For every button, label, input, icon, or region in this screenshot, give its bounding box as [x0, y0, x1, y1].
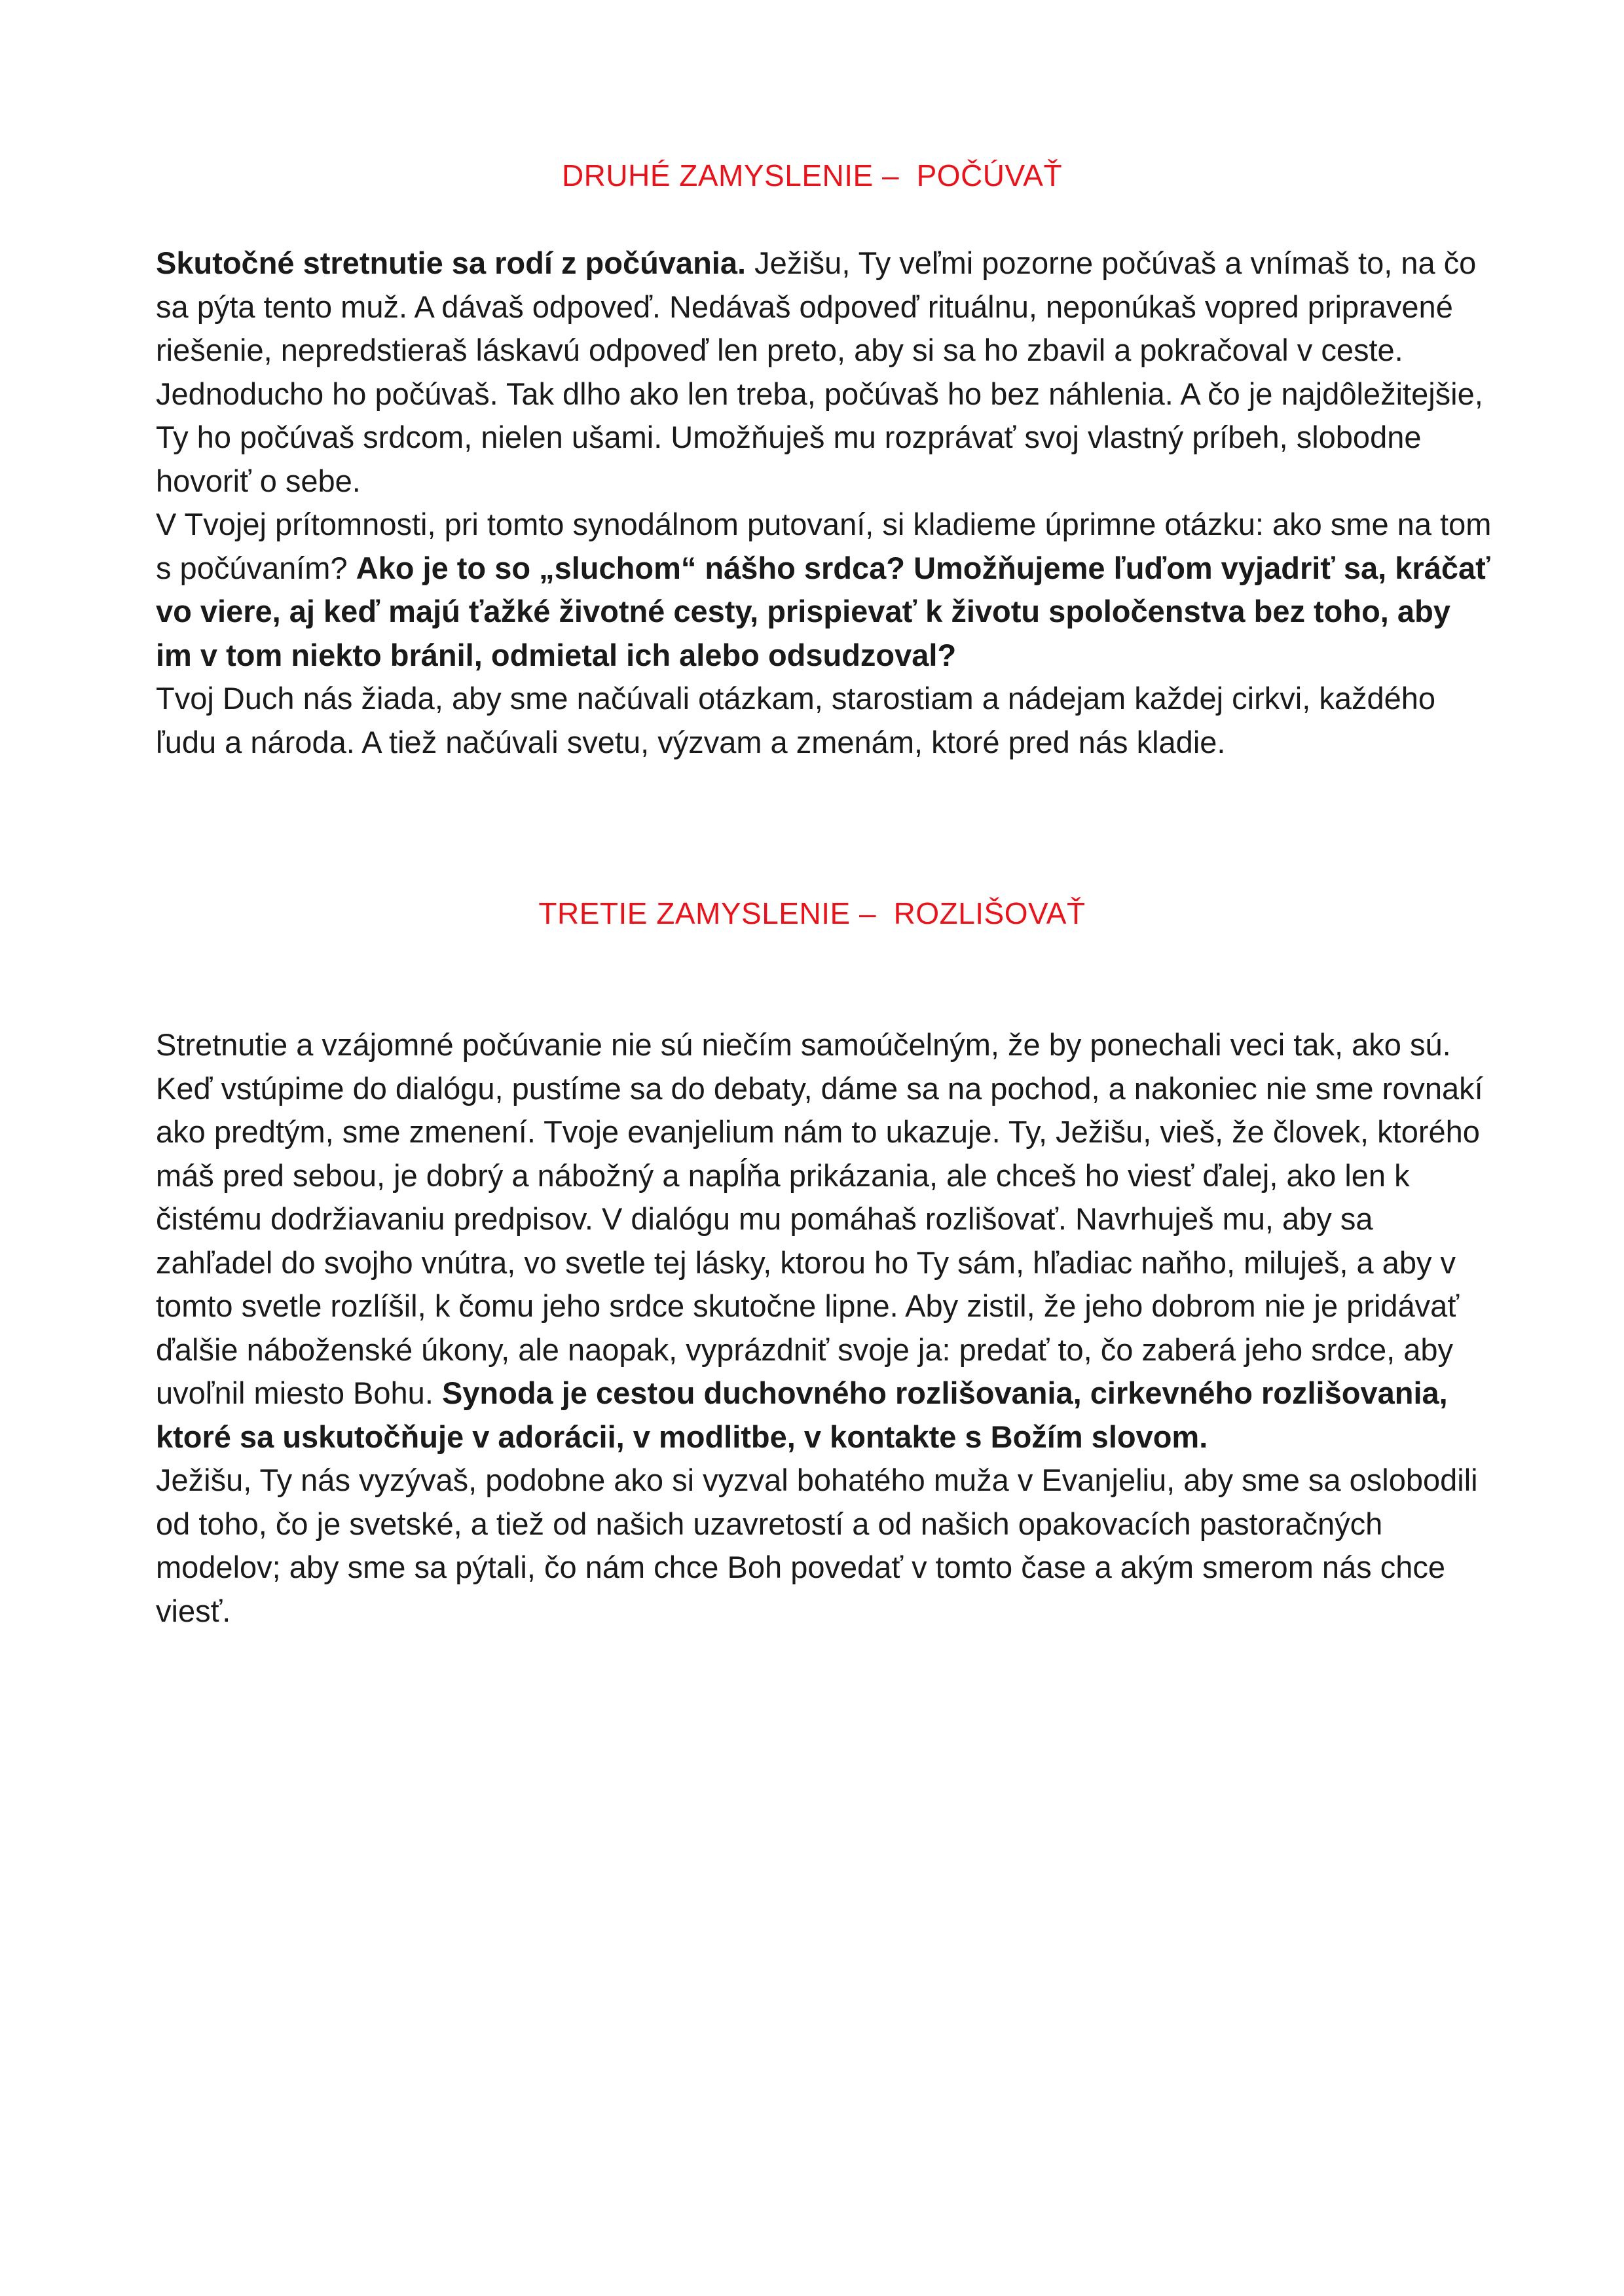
paragraph-text: V Tvojej prítomnosti, pri tomto synodálnom putovaní, si kladieme úprimne otázku: ako sme na tom s počúvaním? — [156, 507, 1492, 585]
bold-lead-sentence: Skutočné stretnutie sa rodí z počúvania. — [156, 246, 747, 280]
paragraph — [156, 242, 1492, 503]
paragraph-text: Stretnutie a vzájomné počúvanie nie sú niečím samoúčelným, že by ponechali veci tak, ako sú. Keď vstúpime do dialógu, pustíme sa do debaty, dáme sa na pochod, a nakoniec nie sme rovnakí ako predtým, sme zmenení. Tvoje evanjelium nám to ukazuje. Ty, Ježišu, vieš, že človek, ktorého máš pred sebou, je dobrý a nábožný a napĺňa prikázania, ale chceš ho viesť ďalej, ako len k čistému dodržiavaniu predpisov. V dialógu mu pomáhaš rozlišovať. Navrhuješ mu, aby sa zahľadel do svojho vnútra, vo svetle tej lásky, ktorou ho Ty sám, hľadiac naňho, miluješ, a aby v tomto svetle rozlíšil, k čomu jeho srdce skutočne lipne. Aby zistil, že jeho dobrom nie je pridávať ďalšie náboženské úkony, ale naopak, vyprázdniť svoje ja: predať to, čo zaberá jeho srdce, aby uvoľnil miesto Bohu. — [156, 1027, 1483, 1410]
section-heading-discern: TRETIE ZAMYSLENIE – ROZLIŠOVAŤ — [538, 896, 1086, 930]
paragraph-text: Ježišu, Ty veľmi pozorne počúvaš a vnímaš to, na čo sa pýta tento muž. A dávaš odpoveď. Nedávaš odpoveď rituálnu, neponúkaš vopred pripravené riešenie, nepredstieraš láskavú odpoveď len preto, aby si sa ho zbavil a pokračoval v ceste. Jednoducho ho počúvaš. Tak dlho ako len treba, počúvaš ho bez náhlenia. A čo je najdôležitejšie, Ty ho počúvaš srdcom, nielen ušami. Umožňuješ mu rozprávať svoj vlastný príbeh, slobodne hovoriť o sebe. — [156, 246, 1483, 498]
bold-question: Ako je to so „sluchom“ nášho srdca? Umožňujeme ľuďom vyjadriť sa, kráčať vo viere, aj keď majú ťažké životné cesty, prispievať k životu spoločenstva bez toho, aby im v tom niekto bránil, odmietal ich alebo odsudzoval? — [156, 550, 1490, 672]
paragraph — [156, 1023, 1492, 1459]
section-body-discern — [156, 1023, 1492, 1633]
bold-statement: Synoda je cestou duchovného rozlišovania, cirkevného rozlišovania, ktoré sa uskutočňuje v adorácii, v modlitbe, v kontakte s Božím slovom. — [156, 1376, 1448, 1454]
section-heading-listen: DRUHÉ ZAMYSLENIE – POČÚVAŤ — [561, 158, 1063, 192]
paragraph-text: Tvoj Duch nás žiada, aby sme načúvali otázkam, starostiam a nádejam každej cirkvi, každého ľudu a národa. A tiež načúvali svetu, výzvam a zmenám, ktoré pred nás kladie. — [156, 681, 1436, 759]
paragraph — [156, 677, 1492, 764]
section-body-listen — [156, 242, 1492, 764]
paragraph-text: Ježišu, Ty nás vyzývaš, podobne ako si vyzval bohatého muža v Evanjeliu, aby sme sa oslobodili od toho, čo je svetské, a tiež od našich uzavretostí a od našich opakovacích pastoračných modelov; aby sme sa pýtali, čo nám chce Boh povedať v tomto čase a akým smerom nás chce viesť. — [156, 1463, 1478, 1628]
paragraph — [156, 503, 1492, 677]
paragraph — [156, 1459, 1492, 1633]
